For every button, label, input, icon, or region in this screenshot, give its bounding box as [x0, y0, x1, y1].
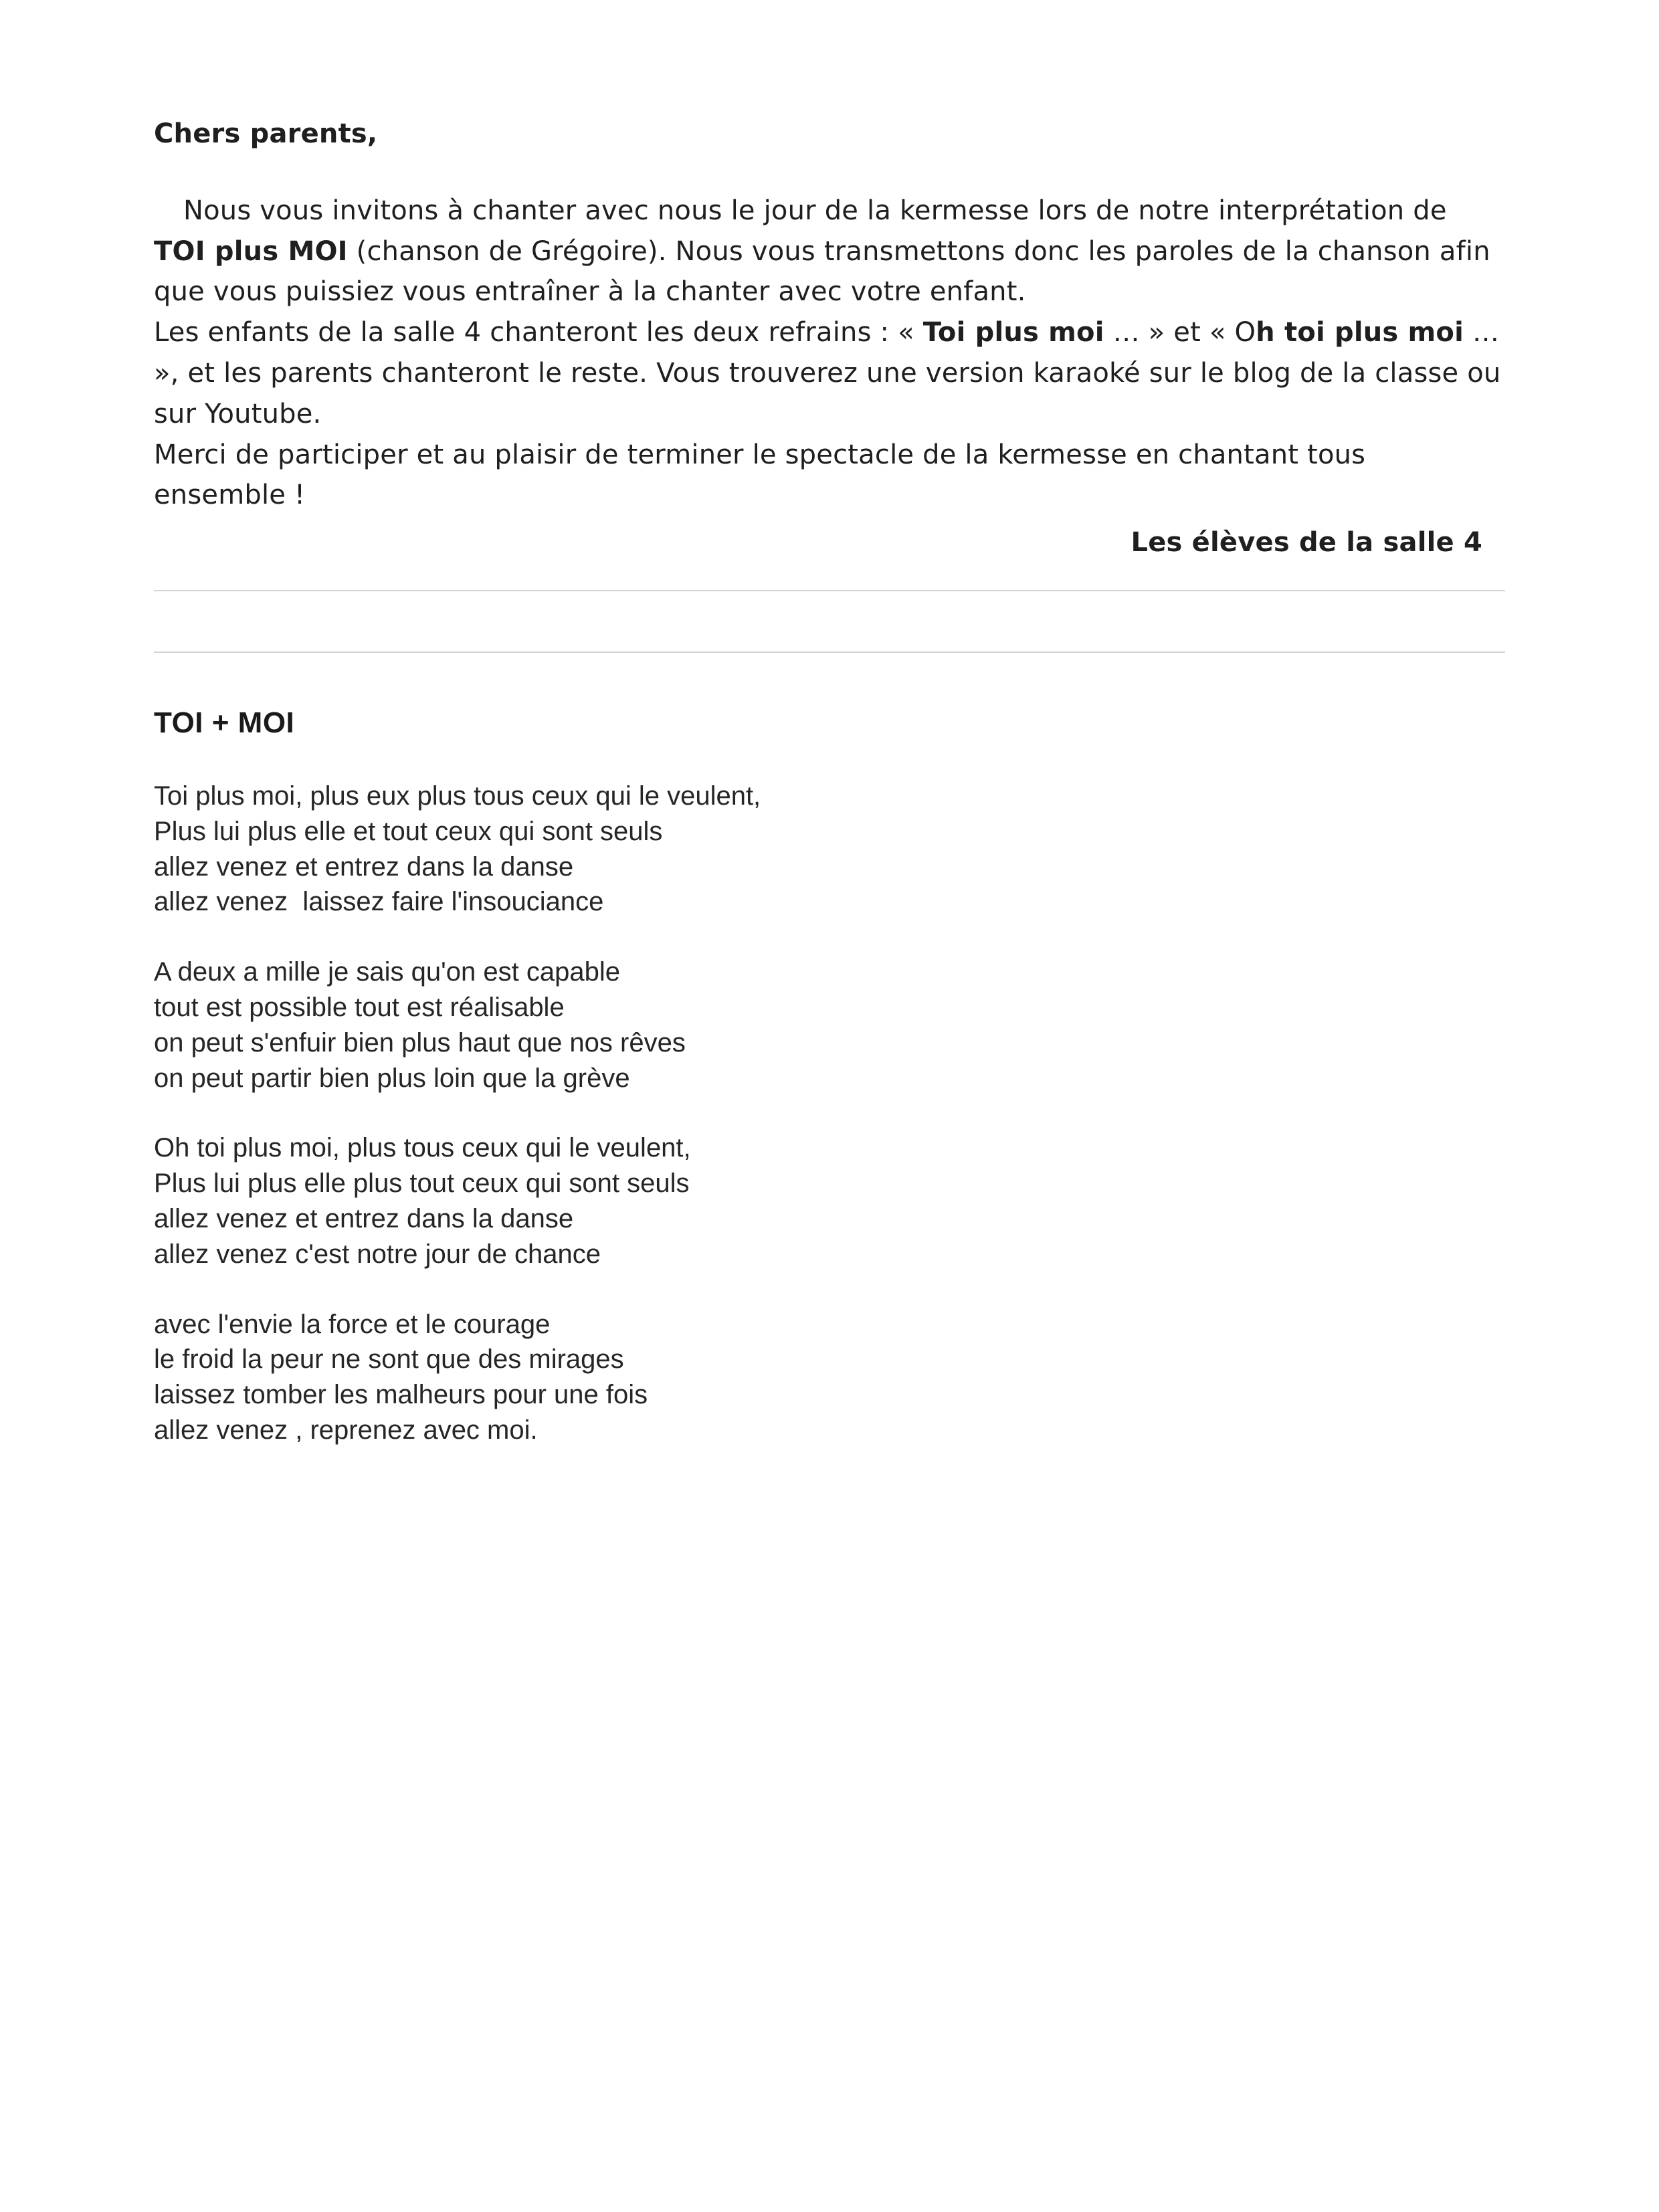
lyrics-verse: [154, 779, 1505, 920]
lyrics-line: avec l'envie la force et le courage: [154, 1309, 551, 1339]
song-title: TOI + MOI: [154, 706, 295, 739]
lyrics-line: A deux a mille je sais qu'on est capable: [154, 957, 620, 987]
letter-paragraph-refrains: [154, 312, 1505, 434]
letter-paragraph-invitation-text1: Nous vous invitons à chanter avec nous le jour de la kermesse lors de notre interprétation de: [183, 195, 1447, 226]
song-title-inline: TOI plus MOI: [154, 235, 348, 267]
refrain-one-inline: Toi plus moi: [922, 317, 1104, 348]
lyrics-line: tout est possible tout est réalisable: [154, 992, 565, 1022]
letter-signature: Les élèves de la salle 4: [1131, 527, 1482, 559]
lyrics-line: Plus lui plus elle et tout ceux qui sont seuls: [154, 816, 663, 846]
lyrics-line: allez venez et entrez dans la danse: [154, 851, 574, 882]
letter-paragraph-refrains-text1: Les enfants de la salle 4 chanteront les deux refrains : «: [154, 317, 923, 348]
letter-paragraph-thanks: Merci de participer et au plaisir de terminer le spectacle de la kermesse en chantant tous ensemble !: [154, 439, 1366, 511]
song-lyrics: [154, 706, 1505, 1448]
letter-paragraph-invitation: [154, 191, 1505, 312]
letter-greeting: Chers parents,: [154, 118, 378, 149]
lyrics-line: allez venez laissez faire l'insouciance: [154, 887, 604, 917]
parent-letter: [154, 114, 1505, 563]
lyrics-verse: [154, 1307, 1505, 1448]
lyrics-line: on peut partir bien plus loin que la grève: [154, 1063, 630, 1093]
letter-paragraph-invitation-text2: (chanson de Grégoire). Nous vous transmettons donc les paroles de la chanson afin que vous puissiez vous entraîner à la chanter avec votre enfant.: [154, 235, 1490, 308]
lyrics-line: Oh toi plus moi, plus tous ceux qui le veulent,: [154, 1133, 691, 1163]
lyrics-verse: [154, 1130, 1505, 1272]
refrain-two-inline: h toi plus moi: [1256, 317, 1464, 348]
lyrics-verse: [154, 954, 1505, 1096]
lyrics-line: Plus lui plus elle plus tout ceux qui sont seuls: [154, 1169, 690, 1199]
letter-paragraph-refrains-text3: … », et les parents chanteront le reste. Vous trouverez une version karaoké sur le blog de la classe ou sur Youtube.: [154, 317, 1501, 429]
lyrics-line: laissez tomber les malheurs pour une fois: [154, 1380, 648, 1410]
divider-bottom: [154, 651, 1505, 653]
lyrics-line: Toi plus moi, plus eux plus tous ceux qui le veulent,: [154, 781, 761, 811]
lyrics-line: allez venez et entrez dans la danse: [154, 1203, 574, 1233]
lyrics-line: allez venez , reprenez avec moi.: [154, 1415, 538, 1445]
lyrics-line: le froid la peur ne sont que des mirages: [154, 1344, 624, 1375]
divider-top: [154, 590, 1505, 591]
lyrics-line: on peut s'enfuir bien plus haut que nos rêves: [154, 1027, 686, 1058]
letter-paragraph-refrains-text2: … » et « O: [1104, 317, 1256, 348]
lyrics-line: allez venez c'est notre jour de chance: [154, 1239, 601, 1269]
